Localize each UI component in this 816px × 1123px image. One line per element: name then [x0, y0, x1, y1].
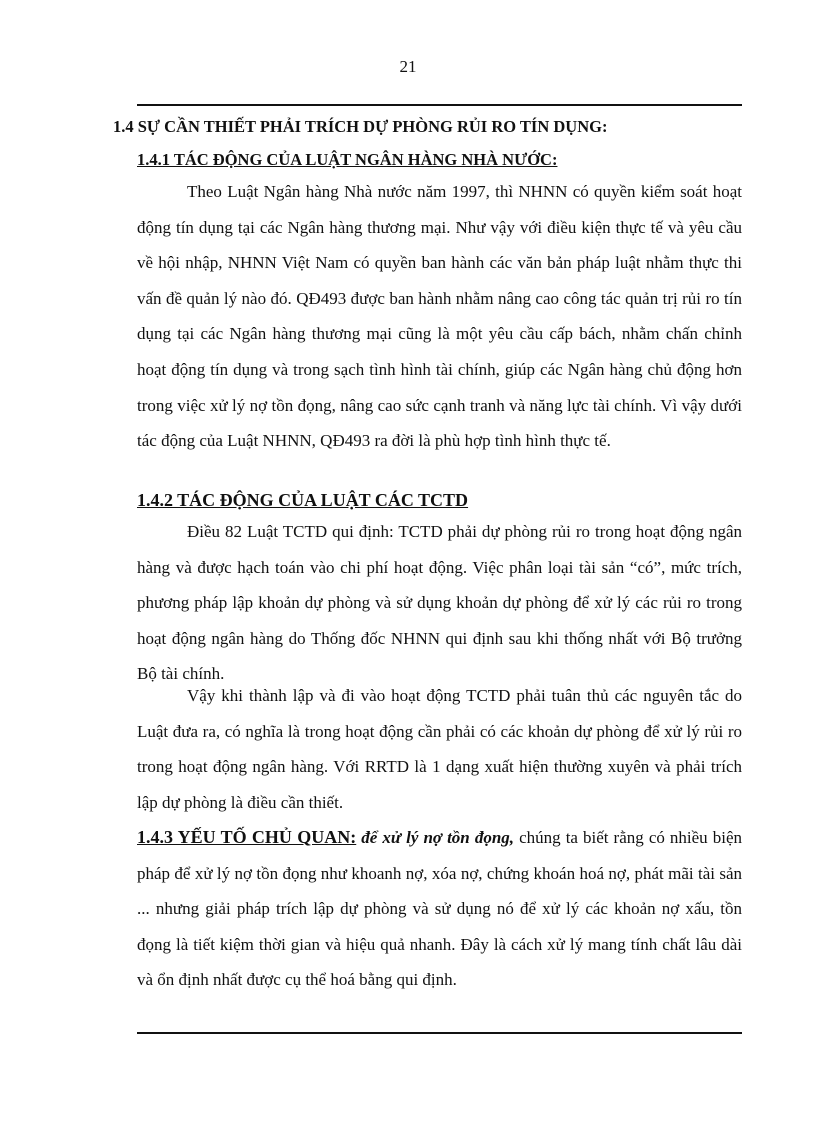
subsection-2-text-1: Điều 82 Luật TCTD qui định: TCTD phải dự phòng rủi ro trong hoạt động ngân hàng và được hạch toán vào chi phí hoạt động. Việc phân loại tài sản “có”, mức trích, phương pháp lập khoản dự phòng và sử dụng khoản dự phòng để xử lý các rủi ro trong hoạt động ngân hàng do Thống đốc NHNN qui định sau khi thống nhất với Bộ trưởng Bộ tài chính. — [137, 522, 742, 684]
subsection-1-paragraph — [137, 174, 742, 459]
subsection-2-heading: 1.4.2 TÁC ĐỘNG CỦA LUẬT CÁC TCTD — [137, 490, 469, 510]
footer-rule — [137, 1032, 742, 1034]
subsection-1-text: Theo Luật Ngân hàng Nhà nước năm 1997, thì NHNN có quyền kiểm soát hoạt động tín dụng tại các Ngân hàng thương mại. Như vậy với điều kiện thực tế và yêu cầu về hội nhập, NHNN Việt Nam có quyền ban hành các văn bản pháp luật nhằm thực thi vấn đề quản lý nào đó. QĐ493 được ban hành nhằm nâng cao công tác quản trị rủi ro tín dụng tại các Ngân hàng thương mại cũng là một yêu cầu cấp bách, nhằm chấn chỉnh hoạt động tín dụng và trong sạch tình hình tài chính, giúp các Ngân hàng chủ động hơn trong việc xử lý nợ tồn đọng, nâng cao sức cạnh tranh và năng lực tài chính. Vì vậy dưới tác động của Luật NHNN, QĐ493 ra đời là phù hợp tình hình thực tế. — [137, 182, 742, 451]
subsection-2-paragraph-1 — [137, 514, 742, 692]
page-number: 21 — [399, 57, 417, 76]
subsection-3-heading: 1.4.3 YẾU TỐ CHỦ QUAN: — [137, 827, 357, 847]
header-rule — [137, 104, 742, 106]
subsection-2-text-2: Vậy khi thành lập và đi vào hoạt động TCTD phải tuân thủ các nguyên tắc do Luật đưa ra, có nghĩa là trong hoạt động cần phải có các khoản dự phòng để xử lý rủi ro trong hoạt động ngân hàng. Với RRTD là 1 dạng xuất hiện thường xuyên và phải trích lập dự phòng là điều cần thiết. — [137, 686, 742, 812]
section-heading: 1.4 SỰ CẦN THIẾT PHẢI TRÍCH DỰ PHÒNG RỦI RO TÍN DỤNG: — [113, 117, 608, 136]
subsection-3-heading-emphasis: để xử lý nợ tồn đọng, — [361, 828, 515, 847]
subsection-2-paragraph-2 — [137, 678, 742, 820]
subsection-1-heading: 1.4.1 TÁC ĐỘNG CỦA LUẬT NGÂN HÀNG NHÀ NƯỚC: — [137, 150, 558, 169]
subsection-3-text: chúng ta biết rằng có nhiều biện pháp để xử lý nợ tồn đọng như khoanh nợ, xóa nợ, chứng khoán hoá nợ, phát mãi tài sản ... nhưng giải pháp trích lập dự phòng và sử dụng nó để xử lý các khoản nợ xấu, tồn đọng là tiết kiệm thời gian và hiệu quả nhanh. Đây là cách xử lý mang tính chất lâu dài và ổn định nhất được cụ thể hoá bằng qui định. — [137, 828, 743, 990]
subsection-3-paragraph — [137, 820, 742, 998]
